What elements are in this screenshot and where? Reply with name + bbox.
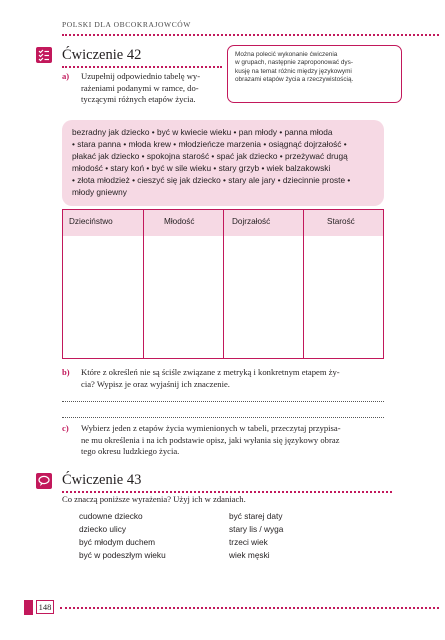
phrase-line: • stara panna • młoda krew • młodzieńcze marzenia • osiągnąć dojrzałość • [72,139,347,150]
expression-left: być młodym duchem [79,537,156,547]
note-line: w grupach, następnie zaproponować dys- [235,59,353,67]
task-a-line: rażeniami podanymi w ramce, do- [81,82,199,93]
exercise-43-title: Ćwiczenie 43 [62,472,142,488]
task-b [62,367,392,390]
answer-line[interactable] [62,417,384,418]
table-header-childhood: Dzieciństwo [69,217,113,226]
phrase-line: młody gniewny [72,187,127,198]
task-b-letter: b) [62,367,70,377]
life-stages-table [62,209,384,359]
phrase-line: młodość • stary koń • być w sile wieku • stary grzyb • wiek balzakowski [72,163,331,174]
task-c-line: ne mu określenia i na ich podstawie opisz, jaki wyłania się językowy obraz [81,434,340,445]
answer-line[interactable] [62,401,384,402]
phrase-line: płakać jak dziecko • spokojna starość • spać jak dziecko • przeżywać drugą [72,151,348,162]
task-a-letter: a) [62,71,70,81]
phrase-line: bezradny jak dziecko • być w kwiecie wieku • pan młody • panna młoda [72,127,333,137]
answer-cell-youth[interactable] [143,236,223,358]
running-header: POLSKI DLA OBCOKRAJOWCÓW [62,20,191,29]
page-number: 148 [36,600,54,614]
expression-left: cudowne dziecko [79,511,143,521]
task-b-line: Które z określeń nie są ściśle związane z metryką i konkretnym etapem ży- [81,367,340,377]
answer-cell-maturity[interactable] [223,236,303,358]
note-line: kusję na temat różnic między językowymi [235,67,352,75]
table-header-old-age: Starość [327,217,355,226]
task-c-letter: c) [62,423,69,433]
task-c-line: tego okresu ludzkiego życia. [81,446,180,456]
exercise-42-title: Ćwiczenie 42 [62,47,142,63]
expression-left: dziecko ulicy [79,524,127,534]
table-header-youth: Młodość [164,217,195,226]
expression-right: trzeci wiek [229,537,268,547]
exercise-43-title-underline [62,491,392,493]
phrase-panel [62,120,384,206]
exercise-42-title-underline [62,66,222,68]
task-a [62,71,222,106]
teacher-note [227,45,402,103]
expression-right: wiek męski [229,550,270,560]
note-line: Można polecić wykonanie ćwiczenia [235,51,338,58]
answer-cell-old-age[interactable] [303,236,383,358]
phrase-line: • złota młodzież • cieszyć się jak dziecko • stary ale jary • dziecinnie proste • [72,175,351,186]
exercise-43-instruction: Co znaczą poniższe wyrażenia? Użyj ich w zdaniach. [62,494,246,504]
task-b-line: cia? Wypisz je oraz wyjaśnij ich znaczenie. [81,378,230,389]
note-line: obrazami etapów życia a rzeczywistością. [235,76,354,84]
task-c [62,423,392,458]
task-a-line: Uzupełnij odpowiednio tabelę wy- [81,71,201,81]
task-a-line: tyczącymi różnych etapów życia. [81,94,196,104]
expression-right: być starej daty [229,511,283,521]
checklist-icon [36,47,52,63]
speech-bubble-icon [36,473,52,489]
page-marker [24,600,33,615]
footer-divider [60,607,439,609]
header-divider [62,34,439,36]
task-c-line: Wybierz jeden z etapów życia wymienionych w tabeli, przeczytaj przypisa- [81,423,341,433]
expression-left: być w podeszłym wieku [79,550,166,560]
table-header-maturity: Dojrzałość [232,217,271,226]
expression-right: stary lis / wyga [229,524,284,534]
answer-cell-childhood[interactable] [63,236,143,358]
